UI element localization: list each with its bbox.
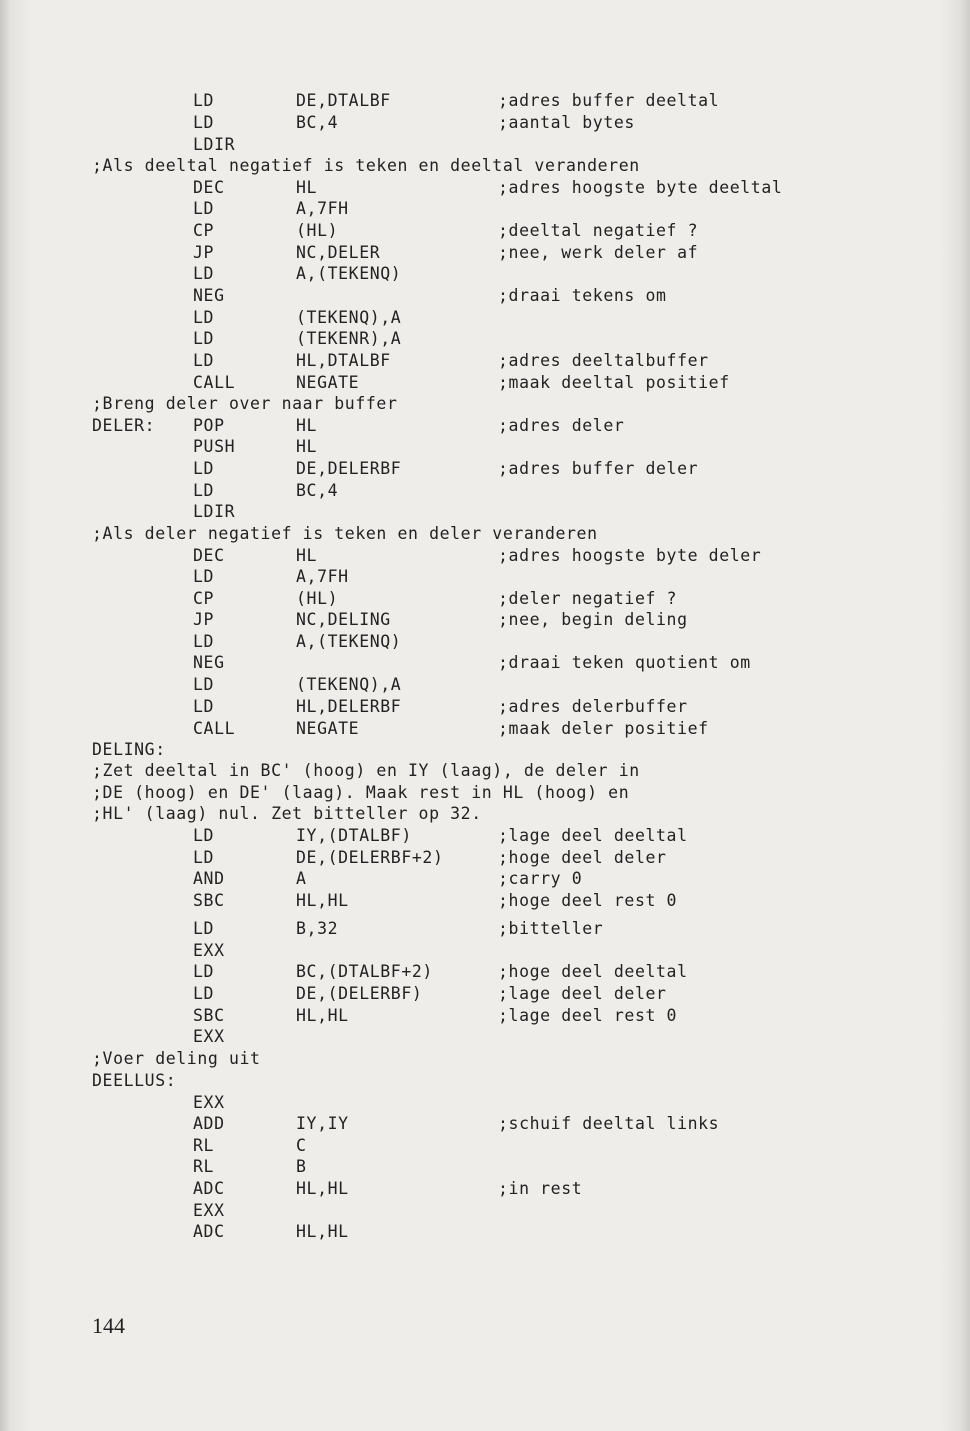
code-opcode: SBC	[193, 1006, 225, 1025]
code-line	[0, 1221, 960, 1243]
code-line	[0, 372, 960, 394]
code-line	[0, 307, 960, 329]
code-comment: ;nee, begin deling	[498, 610, 688, 629]
code-line	[0, 242, 960, 264]
code-comment: ;deler negatief ?	[498, 589, 678, 608]
code-opcode: NEG	[193, 286, 225, 305]
code-operand: DE,DTALBF	[296, 91, 391, 110]
code-opcode: ADD	[193, 1114, 225, 1133]
code-line	[0, 285, 960, 307]
code-comment: ;maak deler positief	[498, 719, 709, 738]
code-opcode: LD	[193, 675, 215, 694]
comment-line	[0, 155, 960, 177]
code-opcode: POP	[193, 416, 225, 435]
code-line	[0, 1070, 960, 1092]
code-operand: HL	[296, 437, 318, 456]
code-comment: ;lage deel deeltal	[498, 826, 688, 845]
code-opcode: JP	[193, 610, 215, 629]
code-operand: HL,DTALBF	[296, 351, 391, 370]
code-operand: HL	[296, 416, 318, 435]
code-operand: A	[296, 869, 307, 888]
code-operand: B,32	[296, 919, 339, 938]
code-opcode: LD	[193, 826, 215, 845]
code-opcode: ADC	[193, 1179, 225, 1198]
comment-text: ;Voer deling uit	[92, 1049, 261, 1068]
code-opcode: LD	[193, 632, 215, 651]
code-line	[0, 1156, 960, 1178]
code-opcode: CP	[193, 589, 215, 608]
code-operand: IY,(DTALBF)	[296, 826, 412, 845]
comment-line	[0, 523, 960, 545]
code-line	[0, 631, 960, 653]
comment-line	[0, 1048, 960, 1070]
code-operand: HL,HL	[296, 1222, 349, 1241]
code-opcode: RL	[193, 1136, 215, 1155]
code-comment: ;draai tekens om	[498, 286, 667, 305]
comment-text: ;DE (hoog) en DE' (laag). Maak rest in HL (hoog) en	[92, 783, 630, 802]
code-line	[0, 1200, 960, 1222]
code-opcode: LDIR	[193, 502, 236, 521]
code-comment: ;adres deler	[498, 416, 625, 435]
code-line	[0, 1135, 960, 1157]
code-comment: ;hoge deel deeltal	[498, 962, 688, 981]
code-operand: NEGATE	[296, 373, 360, 392]
code-line	[0, 983, 960, 1005]
code-operand: (TEKENQ),A	[296, 308, 402, 327]
code-line	[0, 1005, 960, 1027]
comment-line	[0, 782, 960, 804]
comment-text: ;Als deler negatief is teken en deler veranderen	[92, 524, 598, 543]
code-line	[0, 890, 960, 912]
code-comment: ;aantal bytes	[498, 113, 635, 132]
code-opcode: JP	[193, 243, 215, 262]
code-line	[0, 134, 960, 156]
code-comment: ;schuif deeltal links	[498, 1114, 720, 1133]
code-line	[0, 1178, 960, 1200]
comment-line	[0, 393, 960, 415]
code-opcode: LD	[193, 481, 215, 500]
code-comment: ;hoge deel rest 0	[498, 891, 678, 910]
code-line	[0, 718, 960, 740]
code-line	[0, 177, 960, 199]
code-comment: ;in rest	[498, 1179, 583, 1198]
code-operand: HL,HL	[296, 891, 349, 910]
code-operand: BC,4	[296, 481, 339, 500]
code-opcode: LD	[193, 567, 215, 586]
code-opcode: LD	[193, 919, 215, 938]
code-opcode: LD	[193, 308, 215, 327]
code-comment: ;adres deeltalbuffer	[498, 351, 709, 370]
code-line	[0, 328, 960, 350]
code-operand: (HL)	[296, 221, 339, 240]
comment-line	[0, 803, 960, 825]
comment-text: ;HL' (laag) nul. Zet bitteller op 32.	[92, 804, 482, 823]
code-comment: ;adres buffer deler	[498, 459, 699, 478]
code-line	[0, 696, 960, 718]
code-label: DELER:	[92, 416, 156, 435]
code-opcode: RL	[193, 1157, 215, 1176]
code-operand: DE,(DELERBF+2)	[296, 848, 444, 867]
code-operand: B	[296, 1157, 307, 1176]
code-comment: ;hoge deel deler	[498, 848, 667, 867]
code-operand: HL	[296, 546, 318, 565]
code-operand: HL,DELERBF	[296, 697, 402, 716]
code-comment: ;maak deeltal positief	[498, 373, 730, 392]
code-comment: ;draai teken quotient om	[498, 653, 751, 672]
code-line	[0, 458, 960, 480]
code-opcode: PUSH	[193, 437, 236, 456]
code-comment: ;carry 0	[498, 869, 583, 888]
comment-text: ;Zet deeltal in BC' (hoog) en IY (laag), de deler in	[92, 761, 640, 780]
code-opcode: CALL	[193, 373, 236, 392]
code-operand: BC,4	[296, 113, 339, 132]
code-opcode: LD	[193, 91, 215, 110]
code-operand: DE,(DELERBF)	[296, 984, 423, 1003]
comment-text: ;Als deeltal negatief is teken en deeltal veranderen	[92, 156, 640, 175]
code-opcode: LD	[193, 113, 215, 132]
code-line	[0, 918, 960, 940]
code-operand: (TEKENR),A	[296, 329, 402, 348]
code-comment: ;lage deel rest 0	[498, 1006, 678, 1025]
code-label: DELING:	[92, 740, 166, 759]
code-comment: ;adres buffer deeltal	[498, 91, 720, 110]
code-line	[0, 825, 960, 847]
code-opcode: LD	[193, 199, 215, 218]
code-comment: ;deeltal negatief ?	[498, 221, 699, 240]
code-line	[0, 415, 960, 437]
code-line	[0, 674, 960, 696]
code-opcode: DEC	[193, 546, 225, 565]
code-opcode: EXX	[193, 1027, 225, 1046]
code-opcode: EXX	[193, 1093, 225, 1112]
code-line	[0, 263, 960, 285]
code-operand: HL,HL	[296, 1179, 349, 1198]
code-line	[0, 112, 960, 134]
comment-text: ;Breng deler over naar buffer	[92, 394, 398, 413]
code-comment: ;lage deel deler	[498, 984, 667, 1003]
code-operand: NC,DELER	[296, 243, 381, 262]
code-line	[0, 220, 960, 242]
code-line	[0, 436, 960, 458]
code-comment: ;adres hoogste byte deler	[498, 546, 762, 565]
code-line	[0, 566, 960, 588]
page-number: 144	[92, 1313, 125, 1338]
code-opcode: LD	[193, 459, 215, 478]
code-operand: C	[296, 1136, 307, 1155]
code-opcode: LDIR	[193, 135, 236, 154]
code-line	[0, 1092, 960, 1114]
code-operand: HL,HL	[296, 1006, 349, 1025]
code-line	[0, 961, 960, 983]
code-opcode: LD	[193, 264, 215, 283]
code-opcode: ADC	[193, 1222, 225, 1241]
code-operand: NC,DELING	[296, 610, 391, 629]
code-line	[0, 609, 960, 631]
code-opcode: LD	[193, 697, 215, 716]
comment-line	[0, 760, 960, 782]
code-line	[0, 1113, 960, 1135]
code-comment: ;adres hoogste byte deeltal	[498, 178, 783, 197]
code-line	[0, 847, 960, 869]
code-line	[0, 501, 960, 523]
code-opcode: LD	[193, 962, 215, 981]
code-label: DEELLUS:	[92, 1071, 177, 1090]
code-opcode: SBC	[193, 891, 225, 910]
code-line	[0, 545, 960, 567]
code-operand: IY,IY	[296, 1114, 349, 1133]
code-line	[0, 198, 960, 220]
code-opcode: NEG	[193, 653, 225, 672]
code-line	[0, 350, 960, 372]
code-operand: A,7FH	[296, 199, 349, 218]
code-line	[0, 480, 960, 502]
code-opcode: CP	[193, 221, 215, 240]
code-comment: ;nee, werk deler af	[498, 243, 699, 262]
code-operand: A,(TEKENQ)	[296, 264, 402, 283]
code-operand: (TEKENQ),A	[296, 675, 402, 694]
code-operand: NEGATE	[296, 719, 360, 738]
code-opcode: DEC	[193, 178, 225, 197]
code-opcode: EXX	[193, 941, 225, 960]
code-comment: ;bitteller	[498, 919, 604, 938]
code-operand: A,(TEKENQ)	[296, 632, 402, 651]
code-line	[0, 868, 960, 890]
code-line	[0, 1026, 960, 1048]
code-opcode: LD	[193, 984, 215, 1003]
code-operand: A,7FH	[296, 567, 349, 586]
code-opcode: AND	[193, 869, 225, 888]
code-opcode: LD	[193, 329, 215, 348]
code-line	[0, 90, 960, 112]
code-line	[0, 652, 960, 674]
code-opcode: LD	[193, 848, 215, 867]
code-operand: DE,DELERBF	[296, 459, 402, 478]
code-opcode: CALL	[193, 719, 236, 738]
code-line	[0, 739, 960, 761]
code-opcode: EXX	[193, 1201, 225, 1220]
code-line	[0, 588, 960, 610]
code-operand: HL	[296, 178, 318, 197]
code-operand: (HL)	[296, 589, 339, 608]
code-opcode: LD	[193, 351, 215, 370]
code-line	[0, 940, 960, 962]
code-comment: ;adres delerbuffer	[498, 697, 688, 716]
code-operand: BC,(DTALBF+2)	[296, 962, 433, 981]
